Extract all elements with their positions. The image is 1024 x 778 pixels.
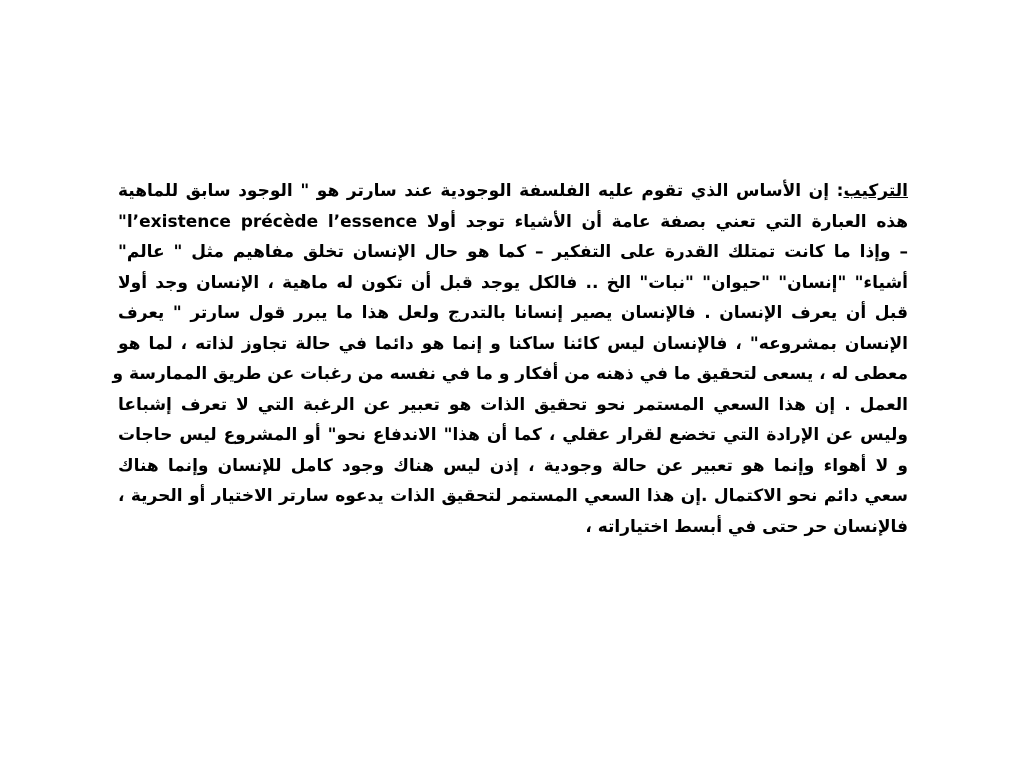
text-line-4: أشياء" "إنسان" "حيوان" "نبات" الخ .. فالكل يوجد قبل أن تكون له ماهية ، الإنسان وجد أولا: [118, 272, 908, 293]
text-line-10: و لا أهواء وإنما هو تعبير عن حالة وجودية ، إذن ليس هناك وجود كامل للإنسان وإنما هناك: [118, 455, 908, 476]
text-line-12: فالإنسان حر حتى في أبسط اختياراته ،: [585, 516, 908, 537]
text-line-6: الإنسان بمشروعه" ، فالإنسان ليس كائنا ساكنا و إنما هو دائما في حالة تجاوز لذاته ، لما هو: [118, 333, 908, 354]
text-line-9: وليس عن الإرادة التي تخضع لقرار عقلي ، كما أن هذا" الاندفاع نحو" أو المشروع ليس حاجات: [118, 425, 908, 445]
text-line-1-content: : إن الأساس الذي تقوم عليه الفلسفة الوجودية عند سارتر هو " الوجود سابق للماهية: [118, 181, 844, 201]
text-line-8: العمل . إن هذا السعي المستمر نحو تحقيق الذات هو تعبير عن الرغبة التي لا تعرف إشباعا: [118, 394, 908, 415]
section-label: التركيب: [843, 181, 908, 201]
text-line-3: – وإذا ما كانت تمتلك القدرة على التفكير – كما هو حال الإنسان تخلق مفاهيم مثل " عالم": [118, 242, 908, 262]
text-line-11: سعي دائم نحو الاكتمال .إن هذا السعي المستمر لتحقيق الذات يدعوه سارتر الاختيار أو الحرية ،: [118, 486, 908, 506]
text-line-5: قبل أن يعرف الإنسان . فالإنسان يصير إنسانا بالتدرج ولعل هذا ما يبرر قول سارتر " يعرف: [118, 303, 908, 323]
body-text: [112, 176, 909, 542]
text-line-1: [118, 176, 908, 207]
text-line-7: معطى له ، يسعى لتحقيق ما في ذهنه من أفكار و ما في نفسه من رغبات عن طريق الممارسة و: [112, 364, 908, 384]
text-line-2: هذه العبارة التي تعني بصفة عامة أن الأشياء توجد أولا l’existence précède l’essence": [118, 211, 909, 232]
